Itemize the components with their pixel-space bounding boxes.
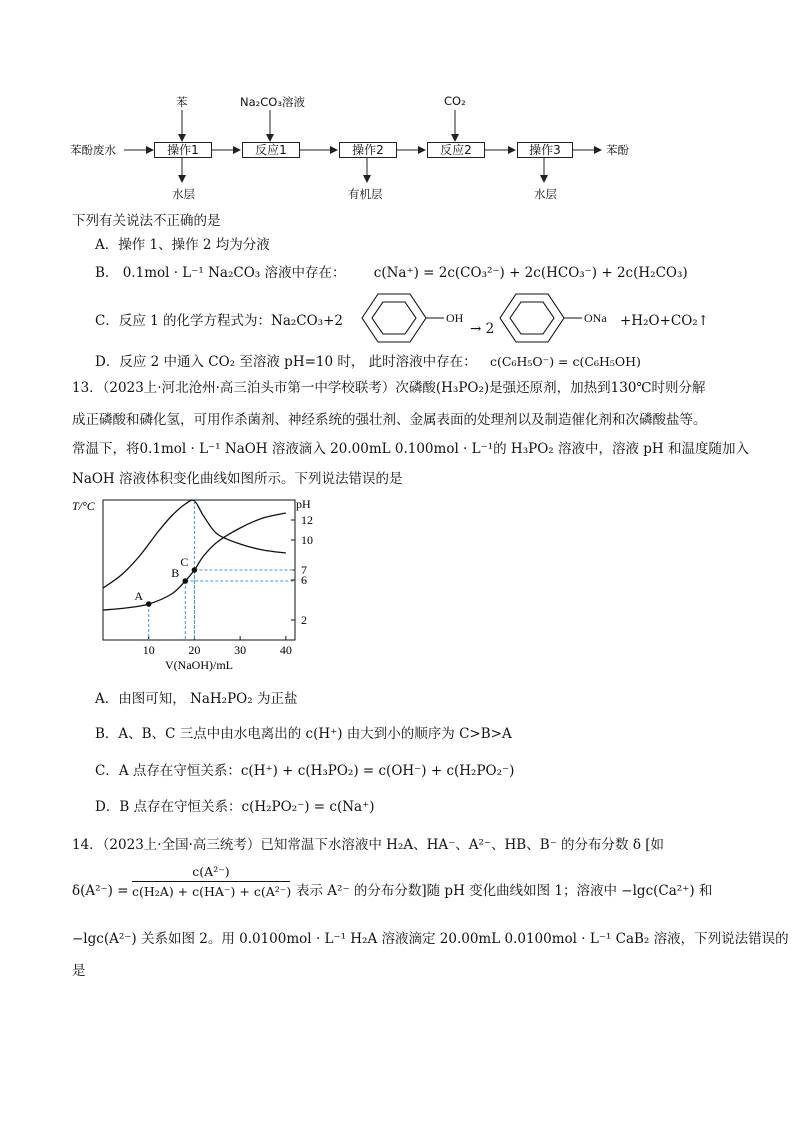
data-point-label-b: B — [171, 566, 180, 580]
q13-line-1: 13．（2023上·河北沧州·高三泊头市第一中学校联考）次磷酸(H₃PO₂)是强还原剂，加热到130℃时则分解 — [72, 380, 706, 396]
q12-option-b-equation: c(Na⁺) = 2c(CO₃²⁻) + 2c(HCO₃⁻) + 2c(H₂CO₃) — [373, 265, 688, 281]
sodium-phenoxide-structure — [490, 290, 620, 346]
flow-start-label: 苯酚废水 — [70, 143, 116, 157]
x-tick-label: 40 — [279, 643, 292, 657]
x-tick-label: 10 — [142, 643, 155, 657]
x-tick-label: 30 — [234, 643, 247, 657]
y-right-tick-label: 12 — [301, 513, 313, 527]
q14-fraction-numerator: c(A²⁻) — [192, 864, 230, 879]
flow-box-operation-2: 操作2 — [339, 142, 397, 158]
q13-line-3: 常温下，将0.1mol · L⁻¹ NaOH 溶液滴入 20.00mL 0.100mol · L⁻¹的 H₃PO₂ 溶液中，溶液 pH 和温度随加入 — [72, 441, 749, 457]
data-point-b — [182, 578, 188, 584]
flow-arrows — [0, 0, 800, 210]
flow-box-reaction-2: 反应2 — [427, 142, 485, 158]
q14-fraction-bar — [132, 881, 290, 882]
chart-y-left-label: T/°C — [72, 499, 95, 513]
y-right-tick-label: 6 — [301, 573, 307, 587]
flow-input-na2co3: Na₂CO₃溶液 — [240, 95, 305, 109]
y-right-tick-label: 10 — [301, 533, 313, 547]
titration-chart — [60, 490, 330, 680]
flow-input-benzene: 苯 — [176, 95, 188, 109]
q12-option-d-equation: c(C₆H₅O⁻) = c(C₆H₅OH) — [490, 354, 641, 369]
chart-x-label: V(NaOH)/mL — [165, 658, 233, 672]
flow-box-operation-1: 操作1 — [154, 142, 212, 158]
q13-line-2: 成正磷酸和磷化氢，可用作杀菌剂、神经系统的强壮剂、金属表面的处理剂以及制造催化剂和次磷酸盐等。 — [72, 412, 707, 428]
q12-stem: 下列有关说法不正确的是 — [72, 213, 221, 229]
chart-y-right-label: pH — [296, 497, 311, 511]
data-point-label-a: A — [134, 589, 144, 603]
q14-line-1: 14．（2023上·全国·高三统考）已知常温下水溶液中 H₂A、HA⁻、A²⁻、HB、B⁻ 的分布分数 δ [如 — [72, 837, 665, 853]
q12-option-c-suffix: +H₂O+CO₂↑ — [620, 313, 709, 329]
q12-option-b — [95, 264, 688, 282]
q14-line-4: 是 — [72, 963, 86, 979]
q12-option-c-arrow: → 2 — [470, 321, 495, 337]
q12-option-d: D．反应 2 中通入 CO₂ 至溶液 pH=10 时， 此时溶液中存在： — [95, 354, 477, 370]
q12-option-b-solution: 0.1mol · L⁻¹ Na₂CO₃ 溶液中存在： — [122, 265, 346, 281]
q14-fraction — [132, 864, 290, 899]
y-right-tick-label: 2 — [301, 613, 307, 627]
data-point-c — [192, 567, 198, 573]
q13-option-b: B．A、B、C 三点中由水电离出的 c(H⁺) 由大到小的顺序为 C>B>A — [95, 726, 512, 742]
flow-box-operation-3: 操作3 — [517, 142, 573, 158]
q14-line-2-tail: 表示 A²⁻ 的分布分数]随 pH 变化曲线如图 1；溶液中 −lgc(Ca²⁺) 和 — [296, 883, 713, 899]
flow-output-organic: 有机层 — [348, 187, 383, 201]
y-right-tick-label: 7 — [301, 563, 307, 577]
q12-option-b-prefix: B． — [95, 265, 119, 281]
phenol-oh-label: OH — [446, 311, 464, 325]
data-point-label-c: C — [180, 555, 189, 569]
phenoxide-ona-label: ONa — [584, 311, 607, 325]
flow-end-label: 苯酚 — [606, 143, 629, 157]
q12-option-a: A．操作 1、操作 2 均为分液 — [95, 237, 270, 253]
phenol-structure — [348, 290, 468, 346]
q13-option-d: D．B 点存在守恒关系：c(H₂PO₂⁻) = c(Na⁺) — [95, 799, 375, 815]
q13-option-a: A．由图可知， NaH₂PO₂ 为正盐 — [95, 691, 298, 707]
q13-option-c: C．A 点存在守恒关系：c(H⁺) + c(H₃PO₂) = c(OH⁻) + c(H₂PO₂⁻) — [95, 763, 515, 779]
flow-input-co2: CO₂ — [444, 94, 466, 108]
flow-output-water-2: 水层 — [534, 187, 557, 201]
q13-line-4: NaOH 溶液体积变化曲线如图所示。下列说法错误的是 — [72, 471, 403, 487]
flow-output-water-1: 水层 — [172, 187, 195, 201]
q14-delta-lhs: δ(A²⁻) = — [72, 883, 129, 899]
q14-fraction-denominator: c(H₂A) + c(HA⁻) + c(A²⁻) — [132, 884, 292, 899]
x-tick-label: 20 — [188, 643, 201, 657]
data-point-a — [146, 601, 152, 607]
q14-line-3: −lgc(A²⁻) 关系如图 2。用 0.0100mol · L⁻¹ H₂A 溶液滴定 20.00mL 0.0100mol · L⁻¹ CaB₂ 溶液，下列说法错误的 — [72, 931, 789, 947]
flow-box-reaction-1: 反应1 — [242, 142, 300, 158]
q12-option-c-prefix: C．反应 1 的化学方程式为：Na₂CO₃+2 — [95, 313, 343, 329]
